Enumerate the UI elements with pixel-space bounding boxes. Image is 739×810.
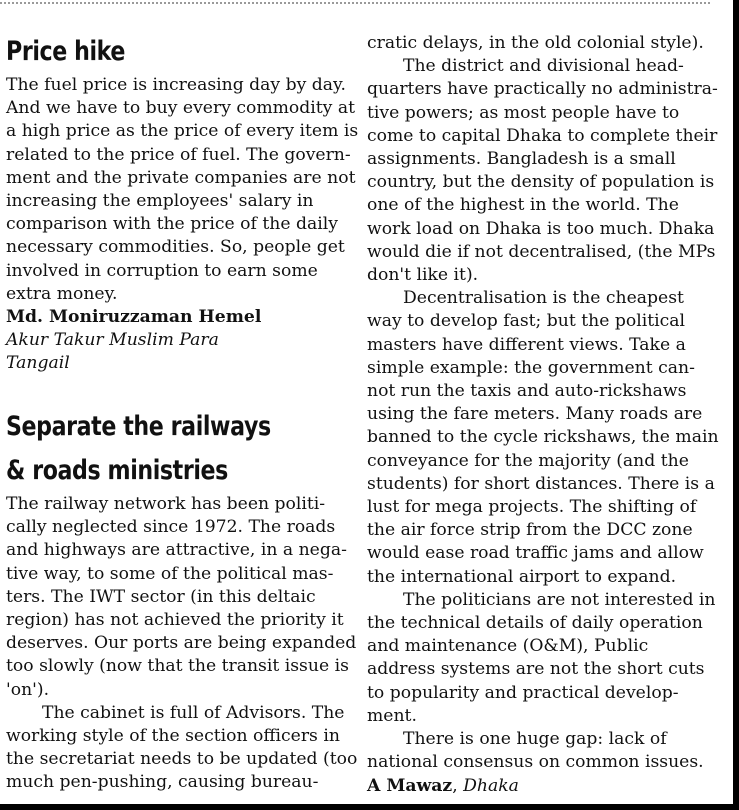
text-line: the air force strip from the DCC zone <box>367 520 693 541</box>
letter-body <box>6 702 357 795</box>
letter-heading: Separate the railways <box>6 411 271 442</box>
text-line: conveyance for the majority (and the <box>367 450 689 471</box>
text-line: the international airport to expand. <box>367 566 677 587</box>
letter-price-hike <box>6 30 358 376</box>
text-line: comparison with the price of the daily <box>6 214 338 235</box>
text-line: cratic delays, in the old colonial style). <box>367 33 704 53</box>
text-line: lust for mega projects. The shifting of <box>367 497 697 518</box>
text-line: would ease road traffic jams and allow <box>367 543 704 564</box>
letter-heading: Price hike <box>6 36 125 67</box>
text-line: deserves. Our ports are being expanded <box>6 633 357 654</box>
text-line: necessary commodities. So, people get <box>6 237 345 258</box>
letter-body <box>367 32 712 55</box>
text-line: work load on Dhaka is too much. Dhaka <box>367 218 715 239</box>
text-line: The politicians are not interested in <box>403 589 716 610</box>
text-line: country, but the density of population is <box>367 172 715 193</box>
letter-body <box>367 728 712 774</box>
text-line: don't like it). <box>367 265 479 286</box>
letter-body <box>6 74 358 306</box>
letter-address-line: Akur Takur Muslim Para <box>6 330 219 351</box>
text-line: The cabinet is full of Advisors. The <box>42 702 345 723</box>
text-line: There is one huge gap: lack of <box>403 729 667 750</box>
text-line: ment. <box>367 705 417 726</box>
letter-author: Md. Moniruzzaman Hemel <box>6 307 262 328</box>
letter-body <box>367 287 719 589</box>
text-line: students) for short distances. There is a <box>367 473 715 494</box>
text-line: And we have to buy every commodity at <box>6 98 356 119</box>
text-line: related to the price of fuel. The govern- <box>6 144 351 165</box>
text-line: extra money. <box>6 283 118 304</box>
text-line: and highways are attractive, in a nega- <box>6 540 347 561</box>
text-line: The district and divisional head- <box>403 56 684 77</box>
letter-heading: & roads ministries <box>6 455 228 486</box>
text-line: 'on'). <box>6 679 50 700</box>
text-line: involved in corruption to earn some <box>6 260 318 281</box>
signature-separator: , <box>452 775 464 796</box>
letter-body <box>367 589 716 728</box>
text-line: using the fare meters. Many roads are <box>367 404 703 425</box>
text-line: and maintenance (O&M), Public <box>367 636 649 657</box>
text-line: ters. The IWT sector (in this deltaic <box>6 586 316 607</box>
text-line: the secretariat needs to be updated (too <box>6 749 358 770</box>
text-line: Decentralisation is the cheapest <box>403 288 684 309</box>
text-line: come to capital Dhaka to complete their <box>367 125 718 146</box>
text-line: one of the highest in the world. The <box>367 195 679 216</box>
text-line: quarters have practically no administra- <box>367 79 718 100</box>
text-line: address systems are not the short cuts <box>367 659 705 680</box>
text-line: cally neglected since 1972. The roads <box>6 517 336 538</box>
letter-body <box>367 55 718 287</box>
text-line: much pen-pushing, causing bureau- <box>6 772 319 793</box>
text-line: The fuel price is increasing day by day. <box>6 75 346 95</box>
text-line: to popularity and practical develop- <box>367 682 679 703</box>
text-line: simple example: the government can- <box>367 357 695 378</box>
text-line: the technical details of daily operation <box>367 613 703 634</box>
letter-location: Dhaka <box>463 775 519 796</box>
text-line: too slowly (now that the transit issue is <box>6 656 349 677</box>
text-line: working style of the section officers in <box>6 726 340 747</box>
text-line: banned to the cycle rickshaws, the main <box>367 427 719 448</box>
text-line: increasing the employees' salary in <box>6 191 314 212</box>
text-line: The railway network has been politi- <box>6 494 326 514</box>
letter-author: A Mawaz <box>367 775 453 796</box>
text-line: assignments. Bangladesh is a small <box>367 149 676 170</box>
letter-address-line: Tangail <box>6 353 70 374</box>
text-line: tive powers; as most people have to <box>367 102 680 123</box>
text-line: tive way, to some of the political mas- <box>6 563 334 584</box>
text-line: region) has not achieved the priority it <box>6 610 344 631</box>
letter-railways <box>6 405 357 795</box>
text-line: would die if not decentralised, (the MPs <box>367 241 716 262</box>
text-line: not run the taxis and auto-rickshaws <box>367 381 687 402</box>
text-line: way to develop fast; but the political <box>367 311 685 332</box>
letter-body <box>6 493 357 702</box>
text-line: masters have different views. Take a <box>367 334 686 355</box>
right-column <box>367 32 719 798</box>
text-line: a high price as the price of every item is <box>6 121 359 142</box>
letter-signature <box>367 775 712 798</box>
text-line: national consensus on common issues. <box>367 752 704 773</box>
text-line: ment and the private companies are not <box>6 167 356 188</box>
